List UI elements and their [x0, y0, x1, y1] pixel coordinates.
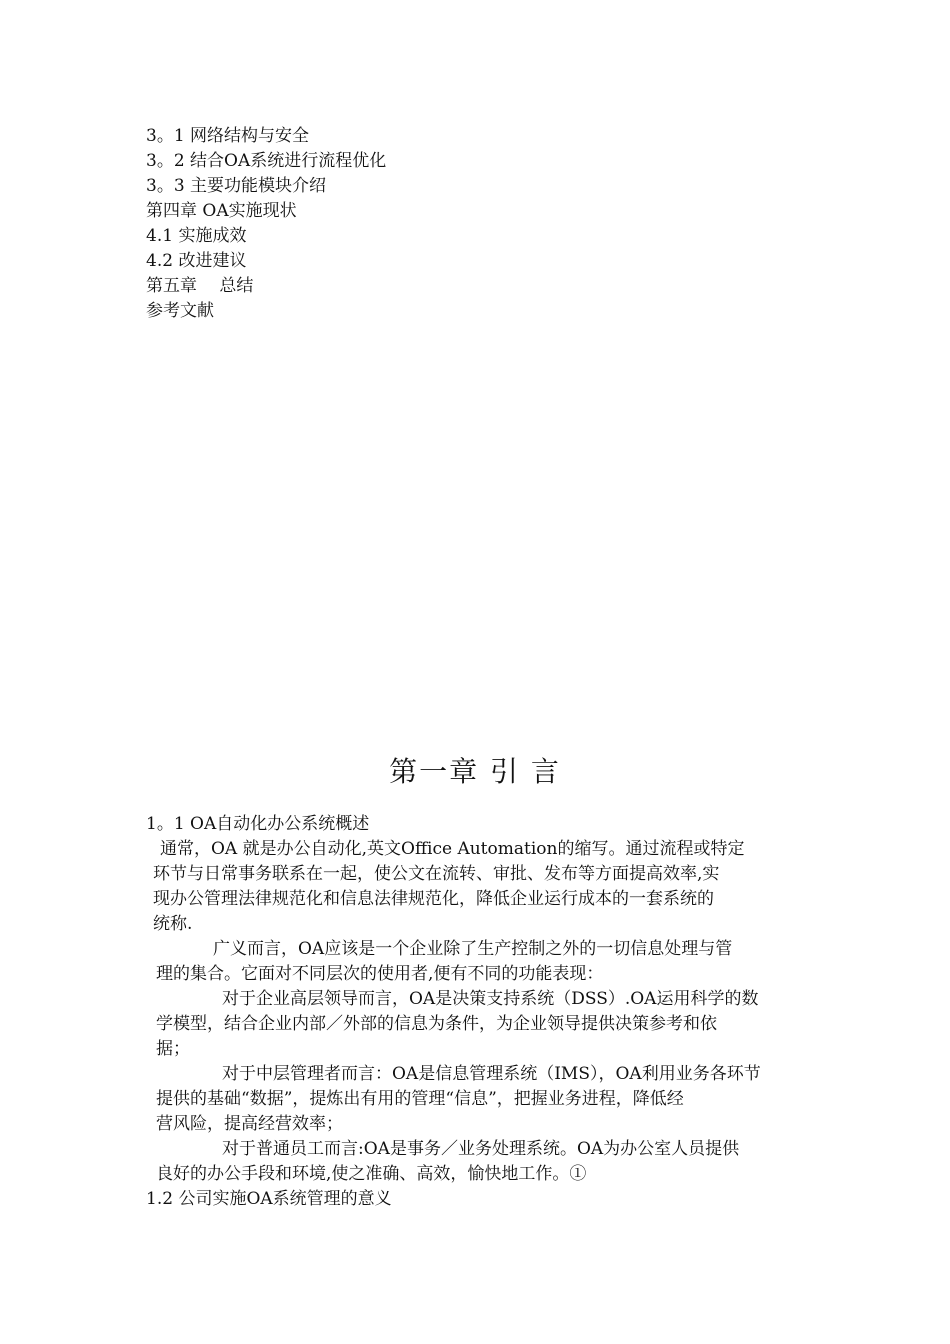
- toc-item-3-3: 3。3 主要功能模块介绍: [146, 176, 327, 196]
- toc-item-4-1: 4.1 实施成效: [146, 226, 247, 246]
- paragraph-line: 营风险，提高经营效率；: [156, 1114, 343, 1134]
- paragraph-line: 提供的基础“数据”，提炼出有用的管理“信息”，把握业务进程，降低经: [156, 1089, 684, 1109]
- paragraph-line: 环节与日常事务联系在一起，使公文在流转、审批、发布等方面提高效率,实: [153, 864, 720, 884]
- toc-item-3-2: 3。2 结合OA系统进行流程优化: [146, 151, 387, 171]
- section-heading-1-2: 1.2 公司实施OA系统管理的意义: [146, 1189, 392, 1209]
- paragraph-line: 据；: [156, 1039, 190, 1059]
- paragraph-line: 学模型，结合企业内部／外部的信息为条件，为企业领导提供决策参考和依: [156, 1014, 717, 1034]
- paragraph-line: 对于普通员工而言:OA是事务／业务处理系统。OA为办公室人员提供: [222, 1139, 740, 1159]
- section-heading-1-1: 1。1 OA自动化办公系统概述: [146, 814, 370, 834]
- paragraph-line: 良好的办公手段和环境,使之准确、高效，愉快地工作。①: [156, 1164, 587, 1184]
- toc-item-3-1: 3。1 网络结构与安全: [146, 126, 310, 146]
- paragraph-line: 对于中层管理者而言：OA是信息管理系统（IMS），OA利用业务各环节: [222, 1064, 761, 1084]
- toc-item-chapter-5: 第五章 总结: [146, 276, 254, 296]
- toc-item-references: 参考文献: [146, 301, 214, 321]
- paragraph-line: 对于企业高层领导而言，OA是决策支持系统（DSS）.OA运用科学的数: [222, 989, 759, 1009]
- chapter-title: 第一章 引 言: [389, 755, 561, 788]
- toc-item-chapter-4: 第四章 OA实施现状: [146, 201, 297, 221]
- paragraph-line: 统称.: [153, 914, 193, 934]
- paragraph-line: 通常，OA 就是办公自动化,英文Office Automation的缩写。通过流程或特定: [160, 839, 745, 859]
- toc-item-4-2: 4.2 改进建议: [146, 251, 247, 271]
- paragraph-line: 广义而言，OA应该是一个企业除了生产控制之外的一切信息处理与管: [213, 939, 733, 959]
- paragraph-line: 理的集合。它面对不同层次的使用者,便有不同的功能表现：: [156, 964, 604, 984]
- paragraph-line: 现办公管理法律规范化和信息法律规范化，降低企业运行成本的一套系统的: [153, 889, 714, 909]
